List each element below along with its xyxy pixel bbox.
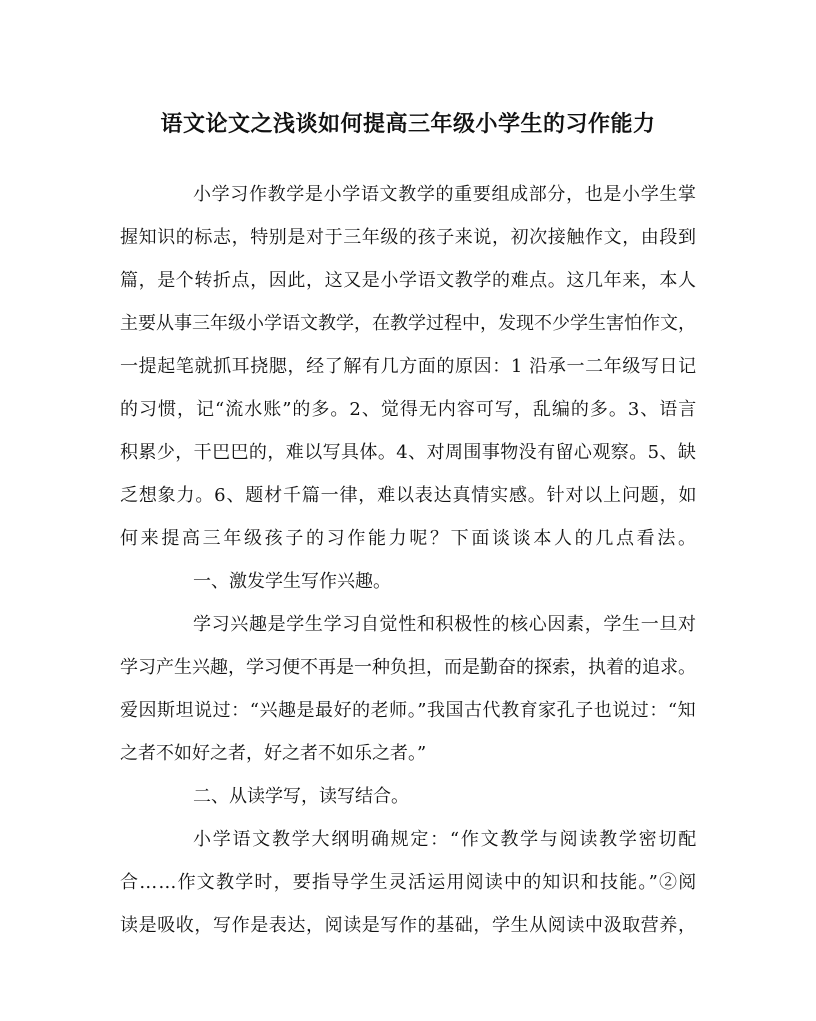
document-title: 语文论文之浅谈如何提高三年级小学生的习作能力	[160, 111, 656, 137]
body-line: 之者不如好之者，好之者不如乐之者。”	[120, 743, 427, 764]
body-line: 一提起笔就抓耳挠腮，经了解有几方面的原因：1 沿承一二年级写日记	[120, 356, 697, 377]
body-line: 主要从事三年级小学语文教学，在教学过程中，发现不少学生害怕作文，	[120, 313, 696, 334]
section-heading: 二、从读学写，读写结合。	[193, 786, 409, 807]
body-line: 何来提高三年级孩子的习作能力呢？下面谈谈本人的几点看法。	[120, 528, 699, 549]
body-line: 学习兴趣是学生学习自觉性和积极性的核心因素，学生一旦对	[193, 614, 697, 635]
body-line: 读是吸收，写作是表达，阅读是写作的基础，学生从阅读中汲取营养，	[120, 915, 697, 936]
section-heading: 一、激发学生写作兴趣。	[193, 571, 391, 592]
body-line: 积累少，干巴巴的，难以写具体。4、对周围事物没有留心观察。5、缺	[120, 442, 697, 463]
body-line: 小学语文教学大纲明确规定：“作文教学与阅读教学密切配	[193, 829, 698, 850]
body-line: 握知识的标志，特别是对于三年级的孩子来说，初次接触作文，由段到	[120, 227, 697, 248]
body-line: 学习产生兴趣，学习便不再是一种负担，而是勤奋的探索，执着的追求。	[120, 657, 696, 678]
body-line: 小学习作教学是小学语文教学的重要组成部分，也是小学生掌	[193, 184, 697, 205]
body-line: 爱因斯坦说过：“兴趣是最好的老师。”我国古代教育家孔子也说过：“知	[120, 700, 697, 721]
body-line: 乏想象力。6、题材千篇一律，难以表达真情实感。针对以上问题，如	[120, 485, 698, 506]
body-line: 篇，是个转折点，因此，这又是小学语文教学的难点。这几年来，本人	[120, 270, 697, 291]
body-line: 的习惯，记“流水账”的多。2、觉得无内容可写，乱编的多。3、语言	[120, 399, 698, 420]
body-line: 合……作文教学时，要指导学生灵活运用阅读中的知识和技能。”②阅	[120, 872, 698, 893]
